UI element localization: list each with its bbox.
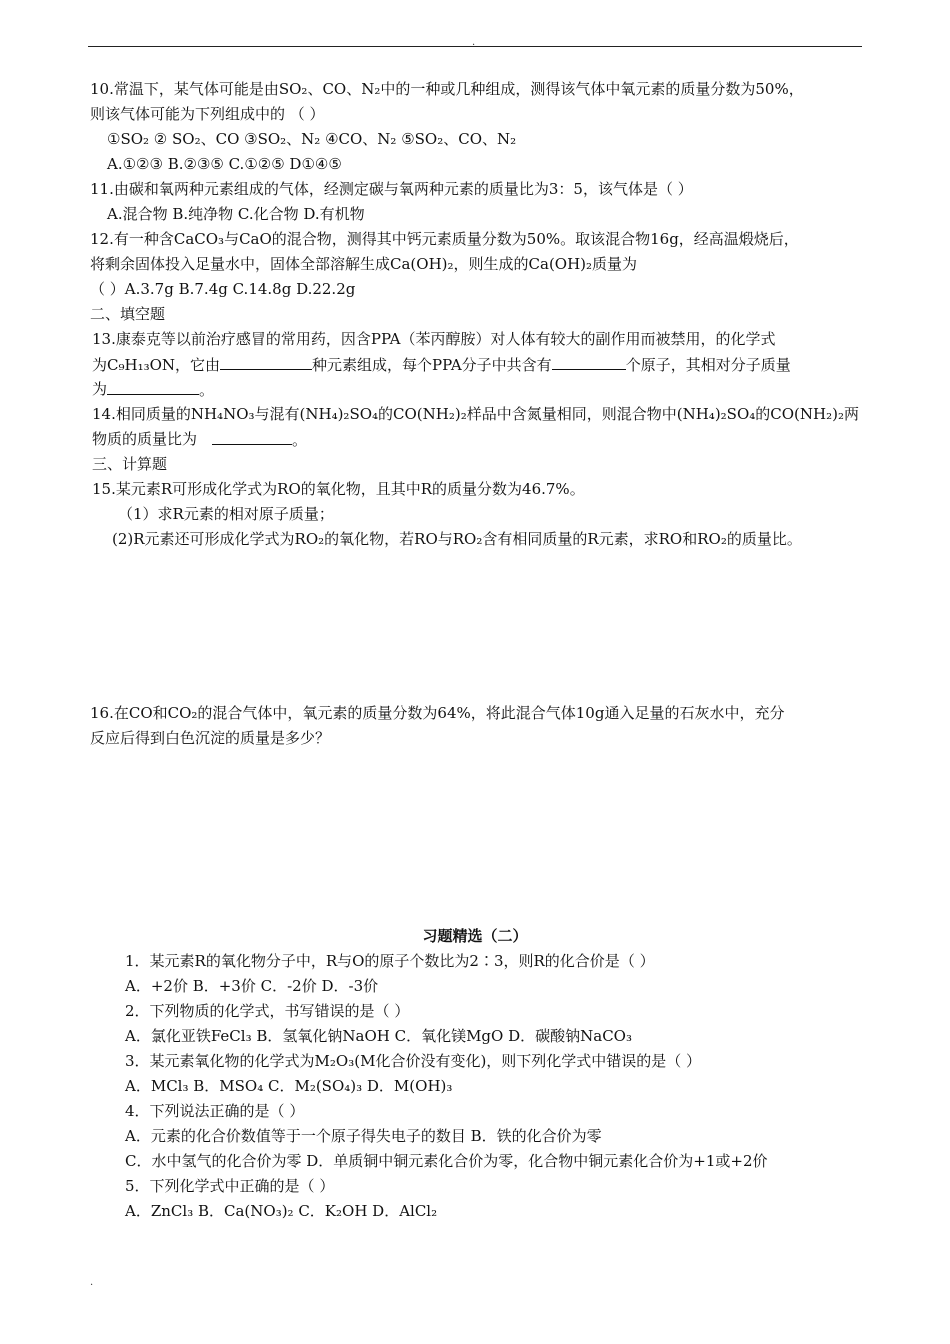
text-line: 则该气体可能为下列组成中的 （ ）: [90, 105, 325, 123]
q13-formula-text: 为C₉H₁₃ON，它由: [92, 356, 221, 374]
answer-blank-molecular-mass[interactable]: [107, 378, 199, 395]
q13-end-text: 个原子，其相对分子质量: [625, 356, 791, 374]
text-line: A．+2价 B．+3价 C．-2价 D．-3价: [125, 977, 379, 995]
text-line: A.①②③ B.②③⑤ C.①②⑤ D①④⑤: [107, 155, 342, 173]
q14-line-2-tail: [212, 428, 307, 451]
text-line: 将剩余固体投入足量水中，固体全部溶解生成Ca(OH)₂，则生成的Ca(OH)₂质量为: [90, 255, 638, 273]
q13-period: 。: [199, 381, 215, 399]
q13-line-2: [92, 353, 791, 376]
section-two-title: 习题精选（二）: [422, 927, 528, 945]
header-mark: .: [472, 37, 476, 48]
text-line: 15.某元素R可形成化学式为RO的氧化物，且其中R的质量分数为46.7%。: [92, 480, 585, 498]
text-line: 14.相同质量的NH₄NO₃与混有(NH₄)₂SO₄的CO(NH₂)₂样品中含氮量相同，则混合物中(NH₄)₂SO₄的CO(NH₂)₂两: [92, 405, 859, 423]
text-line: 二、填空题: [90, 305, 166, 323]
text-line: 反应后得到白色沉淀的质量是多少？: [90, 729, 331, 747]
answer-blank-elements[interactable]: [220, 353, 312, 370]
text-line: 1．某元素R的氧化物分子中，R与O的原子个数比为2∶3，则R的化合价是（ ）: [125, 952, 655, 970]
q14-period: 。: [292, 431, 308, 449]
text-line: 4．下列说法正确的是（ ）: [125, 1102, 305, 1120]
text-line: ①SO₂ ② SO₂、CO ③SO₂、N₂ ④CO、N₂ ⑤SO₂、CO、N₂: [107, 130, 517, 148]
text-line: 2．下列物质的化学式，书写错误的是（ ）: [125, 1002, 410, 1020]
answer-blank-mass-ratio[interactable]: [212, 428, 292, 445]
text-line: A.混合物 B.纯净物 C.化合物 D.有机物: [107, 205, 365, 223]
footer-mark: .: [90, 1277, 94, 1288]
answer-blank-atoms[interactable]: [552, 353, 626, 370]
text-line: （ ）A.3.7g B.7.4g C.14.8g D.22.2g: [90, 280, 356, 298]
text-line: （1）求R元素的相对原子质量；: [118, 505, 334, 523]
text-line: 3．某元素氧化物的化学式为M₂O₃(M化合价没有变化)，则下列化学式中错误的是（ ）: [125, 1052, 702, 1070]
q13-line-3-tail: [107, 378, 214, 401]
text-line: 物质的质量比为: [92, 430, 198, 448]
text-line: 为: [92, 380, 108, 398]
text-line: 12.有一种含CaCO₃与CaO的混合物，测得其中钙元素质量分数为50%。取该混合物16g，经高温煅烧后，: [90, 230, 799, 248]
text-line: A．ZnCl₃ B．Ca(NO₃)₂ C．K₂OH D．AlCl₂: [125, 1202, 438, 1220]
text-line: A．MCl₃ B．MSO₄ C．M₂(SO₄)₃ D．M(OH)₃: [125, 1077, 453, 1095]
text-line: A．元素的化合价数值等于一个原子得失电子的数目 B．铁的化合价为零: [125, 1127, 602, 1145]
text-line: 5．下列化学式中正确的是（ ）: [125, 1177, 335, 1195]
text-line: 11.由碳和氧两种元素组成的气体，经测定碳与氧两种元素的质量比为3：5，该气体是（ ）: [90, 180, 693, 198]
text-line: 10.常温下，某气体可能是由SO₂、CO、N₂中的一种或几种组成，测得该气体中氧元素的质量分数为50%，: [90, 80, 804, 98]
q13-middle-text: 种元素组成，每个PPA分子中共含有: [312, 356, 552, 374]
text-line: (2)R元素还可形成化学式为RO₂的氧化物，若RO与RO₂含有相同质量的R元素，求RO和RO₂的质量比。: [112, 530, 802, 548]
text-line: C．水中氢气的化合价为零 D．单质铜中铜元素化合价为零，化合物中铜元素化合价为+1或+2价: [125, 1152, 768, 1170]
text-line: 13.康泰克等以前治疗感冒的常用药，因含PPA（苯丙醇胺）对人体有较大的副作用而被禁用，的化学式: [92, 330, 776, 348]
text-line: 16.在CO和CO₂的混合气体中，氧元素的质量分数为64%，将此混合气体10g通入足量的石灰水中，充分: [90, 704, 785, 722]
text-line: A．氯化亚铁FeCl₃ B．氢氧化钠NaOH C．氧化镁MgO D．碳酸钠NaCO₃: [125, 1027, 632, 1045]
text-line: 三、计算题: [92, 455, 168, 473]
